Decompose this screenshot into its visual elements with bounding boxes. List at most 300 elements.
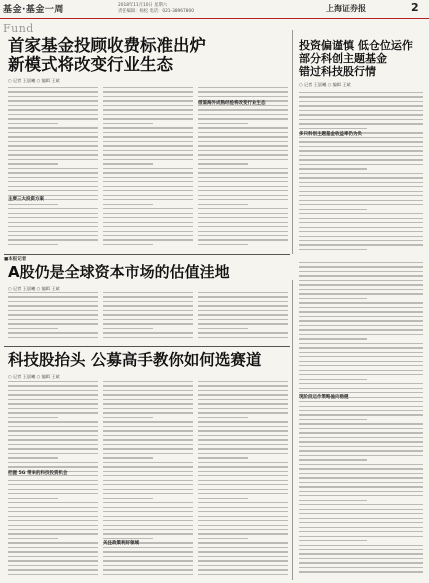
body-text-line <box>299 284 423 285</box>
body-text-line <box>8 159 98 160</box>
body-text-line <box>299 155 423 156</box>
body-text-line <box>299 473 423 474</box>
body-text-line <box>103 493 193 494</box>
body-text-line <box>8 448 98 449</box>
body-text-line <box>103 239 193 240</box>
third-body-col2 <box>103 381 193 581</box>
body-text-line <box>198 538 248 539</box>
body-text-line <box>8 296 98 297</box>
body-text-line <box>103 319 193 320</box>
body-text-line <box>8 141 98 142</box>
body-text-line <box>8 319 98 320</box>
body-text-line <box>103 213 193 214</box>
body-text-line <box>299 227 423 228</box>
body-text-line <box>8 177 98 178</box>
body-text-line <box>8 525 98 526</box>
body-text-line <box>198 493 288 494</box>
newspaper-name: 上海证券报 <box>326 3 366 13</box>
body-text-line <box>299 222 423 223</box>
body-text-line <box>8 394 98 395</box>
body-text-line <box>8 132 98 133</box>
body-text-line <box>103 480 193 481</box>
body-text-line <box>198 296 288 297</box>
body-text-line <box>198 244 248 245</box>
body-text-line <box>8 172 98 173</box>
body-text-line <box>8 533 98 534</box>
body-text-line <box>198 181 288 182</box>
body-text-line <box>299 558 423 559</box>
body-text-line <box>103 462 193 463</box>
body-text-line <box>103 217 193 218</box>
body-text-line <box>103 529 193 530</box>
body-text-line <box>8 145 98 146</box>
body-text-line <box>299 491 423 492</box>
body-text-line <box>299 114 423 115</box>
body-text-line <box>198 471 288 472</box>
body-text-line <box>299 414 423 415</box>
body-text-line <box>103 408 193 409</box>
body-text-line <box>299 231 423 232</box>
body-text-line <box>103 498 153 499</box>
body-text-line <box>8 123 58 124</box>
body-text-line <box>198 489 288 490</box>
sidebar-headline <box>299 39 423 78</box>
body-text-line <box>198 337 288 338</box>
main-body-col1 <box>8 87 98 252</box>
body-text-line <box>8 435 98 436</box>
body-text-line <box>103 439 193 440</box>
body-text-line <box>8 328 58 329</box>
main-headline-line1: 首家基金投顾收费标准出炉 <box>8 36 206 55</box>
body-text-line <box>103 145 193 146</box>
body-text-line <box>8 292 98 293</box>
body-text-line <box>198 533 288 534</box>
body-text-line <box>8 498 58 499</box>
body-text-line <box>198 516 288 517</box>
body-text-line <box>103 109 193 110</box>
body-text-line <box>299 464 423 465</box>
second-body-col3 <box>198 292 288 344</box>
body-text-line <box>299 320 423 321</box>
page-number: 2 <box>411 1 419 14</box>
body-text-line <box>8 226 98 227</box>
body-text-line <box>103 471 193 472</box>
body-text-line <box>299 325 423 326</box>
body-text-line <box>8 208 98 209</box>
body-text-line <box>198 159 288 160</box>
body-text-line <box>8 408 98 409</box>
body-text-line <box>299 137 423 138</box>
article-divider <box>4 346 290 347</box>
body-text-line <box>198 502 288 503</box>
body-text-line <box>198 195 288 196</box>
body-text-line <box>8 310 98 311</box>
body-text-line <box>198 132 288 133</box>
third-subhead-2: 关注政策利好领域 <box>103 541 139 546</box>
body-text-line <box>103 417 153 418</box>
body-text-line <box>198 421 288 422</box>
sidebar-headline-line2: 部分科创主题基金 <box>299 52 387 65</box>
body-text-line <box>103 337 193 338</box>
body-text-line <box>198 154 288 155</box>
body-text-line <box>8 507 98 508</box>
body-text-line <box>299 302 423 303</box>
body-text-line <box>299 168 367 169</box>
body-text-line <box>198 498 248 499</box>
body-text-line <box>8 150 98 151</box>
body-text-line <box>103 520 193 521</box>
body-text-line <box>103 150 193 151</box>
body-text-line <box>103 533 193 534</box>
body-text-line <box>8 91 98 92</box>
body-text-line <box>299 397 423 398</box>
body-text-line <box>103 394 193 395</box>
body-text-line <box>8 403 98 404</box>
body-text-line <box>103 448 193 449</box>
body-text-line <box>299 562 423 563</box>
second-headline: A股仍是全球资本市场的估值洼地 <box>8 263 230 281</box>
article-divider <box>4 254 290 255</box>
body-text-line <box>8 186 98 187</box>
body-text-line <box>198 462 288 463</box>
body-text-line <box>103 421 193 422</box>
body-text-line <box>8 114 98 115</box>
body-text-line <box>103 328 153 329</box>
body-text-line <box>103 569 193 570</box>
body-text-line <box>103 399 193 400</box>
body-text-line <box>8 168 98 169</box>
body-text-line <box>198 292 288 293</box>
body-text-line <box>8 426 98 427</box>
body-text-line <box>198 560 288 561</box>
body-text-line <box>198 168 288 169</box>
body-text-line <box>198 426 288 427</box>
body-text-line <box>103 296 193 297</box>
body-text-line <box>103 204 153 205</box>
body-text-line <box>103 403 193 404</box>
body-text-line <box>299 419 367 420</box>
body-text-line <box>8 417 58 418</box>
masthead-meta <box>118 3 298 14</box>
body-text-line <box>8 453 98 454</box>
body-text-line <box>198 408 288 409</box>
body-text-line <box>8 421 98 422</box>
body-text-line <box>299 96 423 97</box>
body-text-line <box>198 529 288 530</box>
body-text-line <box>103 127 193 128</box>
body-text-line <box>299 177 423 178</box>
body-text-line <box>299 410 423 411</box>
body-text-line <box>103 430 193 431</box>
body-text-line <box>8 466 98 467</box>
body-text-line <box>198 172 288 173</box>
body-text-line <box>8 542 98 543</box>
body-text-line <box>299 329 423 330</box>
body-text-line <box>299 500 367 501</box>
main-subhead-2: 借鉴海外成熟经验将改变行业生态 <box>198 101 266 106</box>
body-text-line <box>299 406 423 407</box>
body-text-line <box>299 374 423 375</box>
body-text-line <box>103 565 193 566</box>
body-text-line <box>198 314 288 315</box>
body-text-line <box>8 154 98 155</box>
body-text-line <box>299 536 423 537</box>
body-text-line <box>8 444 98 445</box>
body-text-line <box>198 475 288 476</box>
body-text-line <box>8 222 98 223</box>
body-text-line <box>198 127 288 128</box>
body-text-line <box>299 213 423 214</box>
body-text-line <box>198 385 288 386</box>
body-text-line <box>8 127 98 128</box>
body-text-line <box>8 565 98 566</box>
body-text-line <box>299 191 423 192</box>
body-text-line <box>8 332 98 333</box>
body-text-line <box>103 154 193 155</box>
body-text-line <box>299 289 423 290</box>
body-text-line <box>299 240 423 241</box>
body-text-line <box>198 332 288 333</box>
body-text-line <box>103 502 193 503</box>
body-text-line <box>8 244 58 245</box>
body-text-line <box>8 569 98 570</box>
body-text-line <box>8 538 58 539</box>
body-text-line <box>299 513 423 514</box>
body-text-line <box>299 370 423 371</box>
body-text-line <box>299 468 423 469</box>
body-text-line <box>299 244 423 245</box>
body-text-line <box>103 574 193 575</box>
body-text-line <box>103 385 193 386</box>
body-text-line <box>299 92 423 93</box>
body-text-line <box>299 455 423 456</box>
body-text-line <box>198 141 288 142</box>
body-text-line <box>8 239 98 240</box>
body-text-line <box>8 430 98 431</box>
third-subhead-1: 把握 5G 带来的科技投资机会 <box>8 471 68 476</box>
body-text-line <box>299 522 423 523</box>
body-text-line <box>103 412 193 413</box>
masthead <box>0 0 429 19</box>
body-text-line <box>299 379 367 380</box>
body-text-line <box>8 301 98 302</box>
body-text-line <box>198 435 288 436</box>
body-text-line <box>299 540 367 541</box>
body-text-line <box>198 208 288 209</box>
sidebar-body-2 <box>299 262 423 580</box>
column-divider <box>292 280 293 580</box>
body-text-line <box>103 96 193 97</box>
body-text-line <box>103 132 193 133</box>
body-text-line <box>299 146 423 147</box>
body-text-line <box>103 332 193 333</box>
body-text-line <box>198 301 288 302</box>
body-text-line <box>198 381 288 382</box>
body-text-line <box>198 199 288 200</box>
body-text-line <box>198 310 288 311</box>
body-text-line <box>299 119 423 120</box>
body-text-line <box>198 551 288 552</box>
body-text-line <box>103 444 193 445</box>
body-text-line <box>103 114 193 115</box>
body-text-line <box>198 231 288 232</box>
body-text-line <box>103 208 193 209</box>
body-text-line <box>299 298 367 299</box>
body-text-line <box>103 163 153 164</box>
body-text-line <box>198 136 288 137</box>
body-text-line <box>299 164 423 165</box>
body-text-line <box>299 159 423 160</box>
masthead-date: 2018年11月10日 星期六 <box>118 3 168 8</box>
body-text-line <box>299 195 423 196</box>
body-text-line <box>103 511 193 512</box>
body-text-line <box>103 87 193 88</box>
body-text-line <box>198 399 288 400</box>
body-text-line <box>299 123 423 124</box>
body-text-line <box>198 466 288 467</box>
body-text-line <box>299 334 423 335</box>
body-text-line <box>198 150 288 151</box>
body-text-line <box>103 190 193 191</box>
sidebar-byline: ○ 记者 王晨曦 ○ 编辑 王斌 <box>299 82 351 87</box>
body-text-line <box>299 110 423 111</box>
body-text-line <box>8 105 98 106</box>
third-headline: 科技股抬头 公募高手教你如何选赛道 <box>8 351 262 369</box>
body-text-line <box>103 507 193 508</box>
body-text-line <box>8 323 98 324</box>
body-text-line <box>198 565 288 566</box>
body-text-line <box>8 109 98 110</box>
body-text-line <box>8 204 58 205</box>
body-text-line <box>198 328 248 329</box>
body-text-line <box>198 323 288 324</box>
body-text-line <box>299 531 423 532</box>
body-text-line <box>299 441 423 442</box>
body-text-line <box>299 495 423 496</box>
body-text-line <box>103 466 193 467</box>
body-text-line <box>198 511 288 512</box>
third-body-col1 <box>8 381 98 581</box>
body-text-line <box>103 310 193 311</box>
body-text-line <box>299 388 423 389</box>
body-text-line <box>198 123 248 124</box>
body-text-line <box>198 453 288 454</box>
body-text-line <box>198 457 248 458</box>
body-text-line <box>198 319 288 320</box>
main-headline <box>8 36 278 75</box>
body-text-line <box>198 91 288 92</box>
body-text-line <box>198 484 288 485</box>
body-text-line <box>299 316 423 317</box>
body-text-line <box>198 412 288 413</box>
body-text-line <box>103 435 193 436</box>
body-text-line <box>198 222 288 223</box>
main-subhead-1: 主要三大投资方案 <box>8 197 44 202</box>
body-text-line <box>198 403 288 404</box>
body-text-line <box>8 87 98 88</box>
column-divider <box>292 30 293 254</box>
body-text-line <box>8 412 98 413</box>
body-text-line <box>8 217 98 218</box>
body-text-line <box>299 141 423 142</box>
body-text-line <box>103 177 193 178</box>
body-text-line <box>198 430 288 431</box>
body-text-line <box>8 574 98 575</box>
second-body-col2 <box>103 292 193 344</box>
body-text-line <box>198 394 288 395</box>
body-text-line <box>198 439 288 440</box>
body-text-line <box>198 163 248 164</box>
body-text-line <box>8 502 98 503</box>
body-text-line <box>198 574 288 575</box>
sidebar-headline-line1: 投资偏谨慎 低仓位运作 <box>299 39 413 52</box>
body-text-line <box>299 182 423 183</box>
body-text-line <box>8 163 58 164</box>
body-text-line <box>8 385 98 386</box>
body-text-line <box>103 199 193 200</box>
body-text-line <box>8 547 98 548</box>
body-text-line <box>198 507 288 508</box>
body-text-line <box>103 301 193 302</box>
body-text-line <box>198 556 288 557</box>
body-text-line <box>299 338 367 339</box>
body-text-line <box>8 462 98 463</box>
body-text-line <box>198 569 288 570</box>
body-text-line <box>8 96 98 97</box>
body-text-line <box>198 109 288 110</box>
body-text-line <box>198 305 288 306</box>
body-text-line <box>8 511 98 512</box>
body-text-line <box>103 235 193 236</box>
body-text-line <box>198 114 288 115</box>
body-text-line <box>8 305 98 306</box>
body-text-line <box>198 390 288 391</box>
body-text-line <box>299 553 423 554</box>
body-text-line <box>8 457 58 458</box>
body-text-line <box>299 509 423 510</box>
body-text-line <box>8 136 98 137</box>
body-text-line <box>8 390 98 391</box>
body-text-line <box>103 181 193 182</box>
body-text-line <box>103 475 193 476</box>
body-text-line <box>299 437 423 438</box>
main-byline: ○ 记者 王晨曦 ○ 编辑 王斌 <box>8 78 60 83</box>
body-text-line <box>299 459 367 460</box>
body-text-line <box>198 177 288 178</box>
body-text-line <box>8 551 98 552</box>
body-text-line <box>299 150 423 151</box>
body-text-line <box>198 96 288 97</box>
body-text-line <box>198 448 288 449</box>
body-text-line <box>103 426 193 427</box>
body-text-line <box>103 226 193 227</box>
body-text-line <box>8 493 98 494</box>
body-text-line <box>103 314 193 315</box>
body-text-line <box>8 118 98 119</box>
body-text-line <box>299 446 423 447</box>
main-body-col2 <box>103 87 193 252</box>
body-text-line <box>299 347 423 348</box>
body-text-line <box>103 136 193 137</box>
body-text-line <box>8 560 98 561</box>
body-text-line <box>103 323 193 324</box>
body-text-line <box>299 477 423 478</box>
sidebar-body-1 <box>299 92 423 254</box>
body-text-line <box>299 392 423 393</box>
body-text-line <box>103 525 193 526</box>
body-text-line <box>103 292 193 293</box>
body-text-line <box>8 190 98 191</box>
